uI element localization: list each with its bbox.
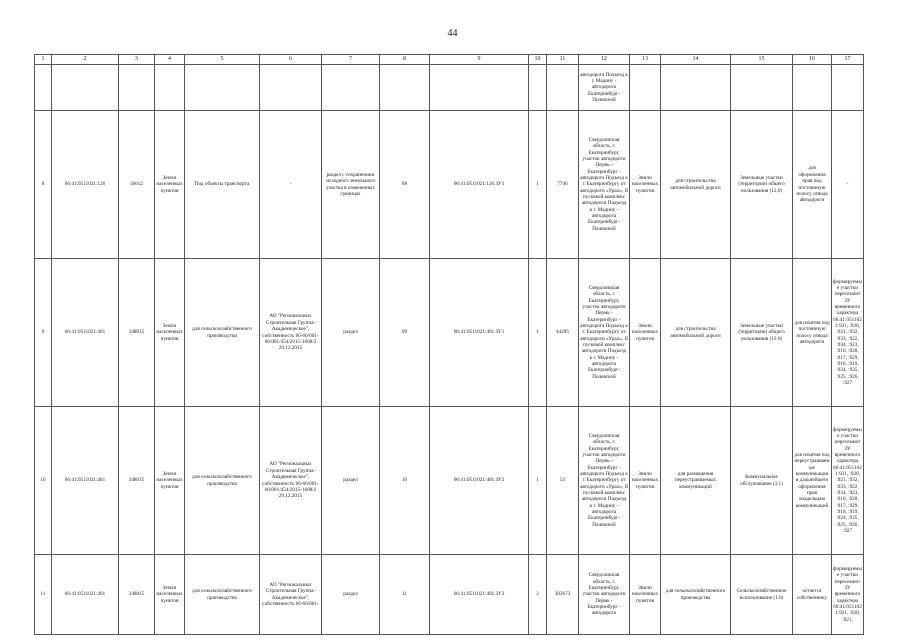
- table-cell-col-4: Земли населенных пунктов: [155, 407, 185, 555]
- table-cell-col-13: Земли населенных пунктов: [630, 111, 661, 259]
- table-cell-col-12: Свердловская область, г. Екатеринбург, участок автодороги Пермь - Екатеринбург - автодорога Подъезд к г. Екатеринбургу от автодороги «Урал», II пусковой комплекс автодороги Подъезд к г. Мадину - автодорога Екатеринбург-Полевской: [579, 259, 630, 407]
- header-cell: 11: [547, 55, 579, 65]
- table-cell-col-13: Земли населенных пунктов: [630, 407, 661, 555]
- table-cell-col-7: [322, 65, 380, 111]
- table-row: [35, 111, 864, 259]
- header-cell: 2: [52, 55, 119, 65]
- header-cell: 12: [579, 55, 630, 65]
- table-cell-col-8: 10: [380, 407, 430, 555]
- header-cell: 15: [731, 55, 793, 65]
- table-cell-col-3: [119, 65, 155, 111]
- table-cell-col-10: 1: [529, 111, 547, 259]
- table-cell-col-3: 348015: [119, 259, 155, 407]
- table-cell-col-2: [52, 65, 119, 111]
- table-cell-col-11: 7746: [547, 111, 579, 259]
- table-cell-col-8: [380, 65, 430, 111]
- header-cell: 5: [185, 55, 260, 65]
- table-cell-col-4: [155, 65, 185, 111]
- table-cell-col-5: для сельскохозяйственного производства: [185, 407, 260, 555]
- header-row: [35, 55, 864, 65]
- table-cell-col-1: 9: [35, 259, 52, 407]
- table-row: [35, 555, 864, 635]
- table-cell-col-4: Земли населенных пунктов: [155, 259, 185, 407]
- table-cell-col-2: 66:41:0511021:401: [52, 407, 119, 555]
- table-cell-col-7: раздел: [322, 555, 380, 635]
- table-cell-col-14: для строительства автомобильной дороги: [661, 259, 731, 407]
- table-cell-col-16: для оформления прав под постоянную полосу отвода автодороги: [793, 111, 832, 259]
- table-cell-col-15: Сельскохозяйственное использование (1.0): [731, 555, 793, 635]
- table-cell-col-11: 44295: [547, 259, 579, 407]
- table-cell-col-11: [547, 65, 579, 111]
- table-cell-col-13: Земли населенных пунктов: [630, 555, 661, 635]
- table-cell-col-8: 09: [380, 259, 430, 407]
- table-cell-col-16: для изъятия под постоянную полосу отвода автодороги: [793, 259, 832, 407]
- header-cell: 7: [322, 55, 380, 65]
- table-cell-col-8: 08: [380, 111, 430, 259]
- header-cell: 13: [630, 55, 661, 65]
- table-cell-col-16: остается собственнику: [793, 555, 832, 635]
- table-cell-col-3: 348015: [119, 555, 155, 635]
- table-cell-col-10: 1: [529, 407, 547, 555]
- table-cell-col-16: [793, 65, 832, 111]
- table-cell-col-15: [731, 65, 793, 111]
- table-cell-col-10: 1: [529, 259, 547, 407]
- header-cell: 4: [155, 55, 185, 65]
- table-cell-col-7: раздел: [322, 259, 380, 407]
- table-row: [35, 259, 864, 407]
- table-cell-col-9: 66:41:0511021:401:ЗУ3: [430, 555, 529, 635]
- header-cell: 1: [35, 55, 52, 65]
- table-cell-col-4: Земли населенных пунктов: [155, 555, 185, 635]
- table-cell-col-1: 10: [35, 407, 52, 555]
- table-cell-col-9: 66:41:0511021:126:ЗУ1: [430, 111, 529, 259]
- table-cell-col-8: 11: [380, 555, 430, 635]
- table-cell-col-17: формируемые участки пересекают ЗУ временного характера 66:41:0511021:931, :920, :921,: [832, 555, 864, 635]
- land-plot-table: [34, 54, 864, 635]
- header-cell: 14: [661, 55, 731, 65]
- table-row: [35, 407, 864, 555]
- table-cell-col-6: АО "Региональных Строительная Группа-Академическое", собственность 66-66/001-: [260, 555, 322, 635]
- table-cell-col-3: 348015: [119, 407, 155, 555]
- table-cell-col-5: [185, 65, 260, 111]
- table-cell-col-11: 53: [547, 407, 579, 555]
- header-cell: 6: [260, 55, 322, 65]
- table-cell-col-10: 2: [529, 555, 547, 635]
- table-cell-col-10: [529, 65, 547, 111]
- table-cell-col-14: для размещения переустраиваемых коммуникаций: [661, 407, 731, 555]
- table-cell-col-5: Под объекты транспорта: [185, 111, 260, 259]
- header-cell: 9: [430, 55, 529, 65]
- table-cell-col-9: [430, 65, 529, 111]
- header-cell: 3: [119, 55, 155, 65]
- table-cell-col-12: Свердловская область, г. Екатеринбург, участок автодороги Пермь - Екатеринбург - автодорога Подъезд к г. Екатеринбургу от автодороги «Урал», II пусковой комплекс автодороги Подъезд к г. Мадину - автодорога Екатеринбург-Полевской: [579, 407, 630, 555]
- table-cell-col-2: 66:41:0511021:401: [52, 555, 119, 635]
- table-cell-col-5: для сельскохозяйственного производства: [185, 259, 260, 407]
- table-cell-col-14: для сельскохозяйственного производства: [661, 555, 731, 635]
- table-cell-col-14: для строительства автомобильной дороги: [661, 111, 731, 259]
- table-cell-col-6: АО "Региональных Строительная Группа-Академическое", собственность 66-66/001-66/001/454/2015-1608/2 29.12.2015: [260, 407, 322, 555]
- table-cell-col-9: 66:41:0511021:401:ЗУ2: [430, 407, 529, 555]
- header-cell: 8: [380, 55, 430, 65]
- table-cell-col-11: 303673: [547, 555, 579, 635]
- table-cell-col-15: Коммунальное обслуживание (3.1): [731, 407, 793, 555]
- table-cell-col-17: [832, 65, 864, 111]
- table-cell-col-6: АО "Региональных Строительная Группа-Академическое", собственность 66-66/001-66/001/454/2015-1608/2 29.12.2015: [260, 259, 322, 407]
- table-cell-col-3: 30612: [119, 111, 155, 259]
- header-cell: 10: [529, 55, 547, 65]
- table-cell-col-14: [661, 65, 731, 111]
- table-cell-col-2: 66:41:0511021:126: [52, 111, 119, 259]
- table-cell-col-13: Земли населенных пунктов: [630, 259, 661, 407]
- table-cell-col-5: для сельскохозяйственного производства: [185, 555, 260, 635]
- table-cell-col-7: раздел: [322, 407, 380, 555]
- table-cell-col-17: формируемые участки пересекают ЗУ временного характера 66:41:0511021:931, :920, :921, :932, :933, :922, :934, :923, :910, :928, :917, :929, :918, :919, :924, :935, :925, :926, :927: [832, 407, 864, 555]
- table-row: [35, 65, 864, 111]
- table-cell-col-2: 66:41:0511021:401: [52, 259, 119, 407]
- table-cell-col-6: [260, 65, 322, 111]
- header-cell: 17: [832, 55, 864, 65]
- table-cell-col-9: 66:41:0511021:401:ЗУ1: [430, 259, 529, 407]
- table-cell-col-6: -: [260, 111, 322, 259]
- table-cell-col-15: Земельные участки (территории) общего пользования (12.0): [731, 111, 793, 259]
- table-cell-col-12: Свердловская область, г. Екатеринбург, участок автодороги Пермь - Екатеринбург - автодорога: [579, 555, 630, 635]
- table-cell-col-17: формируемые участки пересекают ЗУ временного характера 66:41:0511021:931, :920, :921, :932, :933, :922, :934, :923, :910, :928, :917, :929, :918, :919, :924, :935, :925, :926, :927: [832, 259, 864, 407]
- table-cell-col-16: для изъятия под переустраиваемые коммуникации и дальнейшего оформления прав владельцам коммуникаций: [793, 407, 832, 555]
- table-cell-col-17: -: [832, 111, 864, 259]
- table-cell-col-1: 8: [35, 111, 52, 259]
- header-cell: 16: [793, 55, 832, 65]
- table-cell-col-4: Земли населенных пунктов: [155, 111, 185, 259]
- table-cell-col-12: автодорога Подъезд к г. Мадину - автодорога Екатеринбург-Полевской: [579, 65, 630, 111]
- table-cell-col-15: Земельные участки (территории) общего пользования (12.0): [731, 259, 793, 407]
- table-cell-col-13: [630, 65, 661, 111]
- table-cell-col-1: [35, 65, 52, 111]
- table-cell-col-7: раздел с сохранением исходного земельного участка в измененных границах: [322, 111, 380, 259]
- table-cell-col-12: Свердловская область, г. Екатеринбург, участок автодороги Пермь - Екатеринбург - автодорога Подъезд к г. Екатеринбургу от автодороги «Урал», II пусковой комплекс автодороги Подъезд к г. Мадину - автодорога Екатеринбург-Полевской: [579, 111, 630, 259]
- table-cell-col-1: 11: [35, 555, 52, 635]
- page-number: 44: [447, 28, 458, 39]
